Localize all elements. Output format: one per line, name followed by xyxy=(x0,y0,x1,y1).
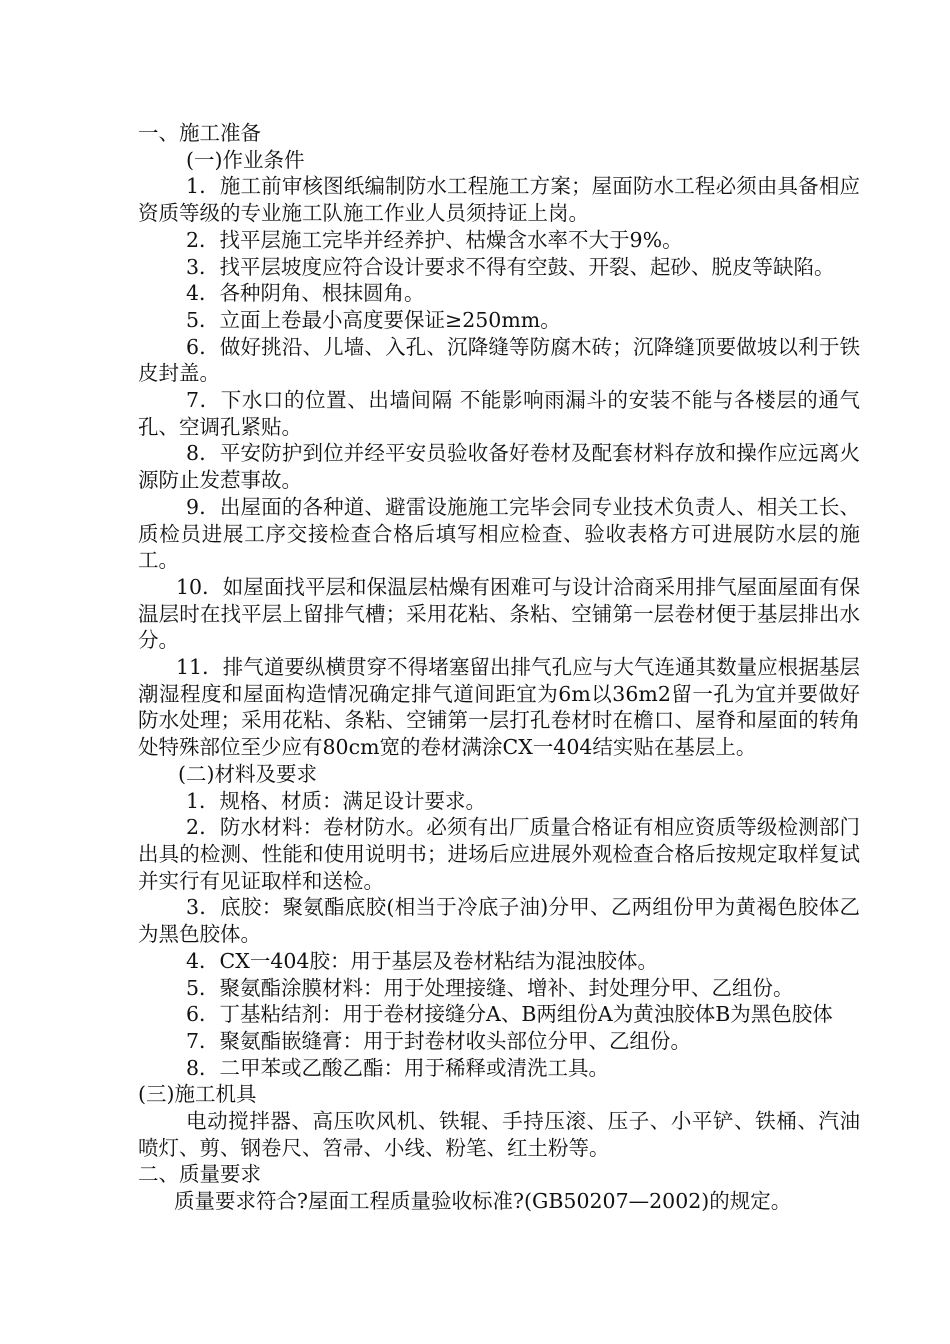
paragraph: 质量要求符合?屋面工程质量验收标准?(GB50207—2002)的规定。 xyxy=(174,1189,792,1214)
paragraph: 5．聚氨酯涂膜材料：用于处理接缝、增补、封处理分甲、乙组份。 xyxy=(186,975,794,1000)
paragraph: 7．下水口的位置、出墙间隔 不能影响雨漏斗的安装不能与各楼层的通气孔、空调孔紧贴。 xyxy=(138,388,860,439)
paragraph: 2．防水材料：卷材防水。必须有出厂质量合格证有相应资质等级检测部门出具的检测、性能和使用说明书；进场后应进展外观检查合格后按规定取样复试并实行有见证取样和送检。 xyxy=(138,815,860,893)
paragraph: 5．立面上卷最小高度要保证≥250mm。 xyxy=(186,307,561,332)
paragraph: 1．规格、材质：满足设计要求。 xyxy=(186,788,487,813)
paragraph: 6．做好挑沿、儿墙、入孔、沉降缝等防腐木砖；沉降缝顶要做坡以利于铁皮封盖。 xyxy=(138,334,860,386)
paragraph: 3．找平层坡度应符合设计要求不得有空鼓、开裂、起砂、脱皮等缺陷。 xyxy=(186,254,835,279)
paragraph: 11．排气道要纵横贯穿不得堵塞留出排气孔应与大气连通其数量应根据基层潮湿程度和屋面构造情况确定排气道间距宜为6m以36m2留一孔为宜并要做好防水处理；采用花粘、条粘、空铺第一层打孔卷材时在檐口、屋脊和屋面的转角处特殊部位至少应有80cm宽的卷材满涂CX一404结实贴在基层上。 xyxy=(138,655,860,760)
paragraph: 8．平安防护到位并经平安员验收备好卷材及配套材料存放和操作应远离火源防止发惹事故。 xyxy=(138,441,860,493)
document-body xyxy=(138,120,860,1215)
paragraph: 10．如屋面找平层和保温层枯燥有困难可与设计洽商采用排气屋面屋面有保温层时在找平层上留排气槽；采用花粘、条粘、空铺第一层卷材便于基层排出水分。 xyxy=(138,574,860,653)
paragraph: 2．找平层施工完毕并经养护、枯燥含水率不大于9%。 xyxy=(186,227,683,252)
paragraph: 4．CX一404胶：用于基层及卷材粘结为混浊胶体。 xyxy=(186,948,658,973)
paragraph: 6．丁基粘结剂：用于卷材接缝分A、B两组份A为黄浊胶体B为黑色胶体 xyxy=(186,1002,833,1027)
paragraph: 3．底胶：聚氨酯底胶(相当于冷底子油)分甲、乙两组份甲为黄褐色胶体乙为黑色胶体。 xyxy=(138,895,860,947)
subsection-heading-conditions: (一)作业条件 xyxy=(186,147,305,172)
section-heading-preparation: 一、施工准备 xyxy=(138,121,261,145)
paragraph: 4．各种阴角、根抹圆角。 xyxy=(186,281,425,306)
paragraph: 9．出屋面的各种道、避雷设施施工完毕会同专业技术负责人、相关工长、质检员进展工序交接检查合格后填写相应检查、验收表格方可进展防水层的施工。 xyxy=(138,494,860,573)
section-heading-quality: 二、质量要求 xyxy=(138,1162,261,1187)
paragraph: 1．施工前审核图纸编制防水工程施工方案；屋面防水工程必须由具备相应资质等级的专业施工队施工作业人员须持证上岗。 xyxy=(138,174,860,226)
subsection-heading-materials: (二)材料及要求 xyxy=(178,761,317,786)
paragraph: 8．二甲苯或乙酸乙酯：用于稀释或清洗工具。 xyxy=(186,1055,610,1080)
subsection-heading-tools: (三)施工机具 xyxy=(138,1082,257,1107)
paragraph: 电动搅拌器、高压吹风机、铁辊、手持压滚、压子、小平铲、铁桶、汽油喷灯、剪、钢卷尺、笤帚、小线、粉笔、红土粉等。 xyxy=(138,1109,860,1160)
paragraph: 7．聚氨酯嵌缝膏：用于封卷材收头部位分甲、乙组份。 xyxy=(186,1028,692,1053)
